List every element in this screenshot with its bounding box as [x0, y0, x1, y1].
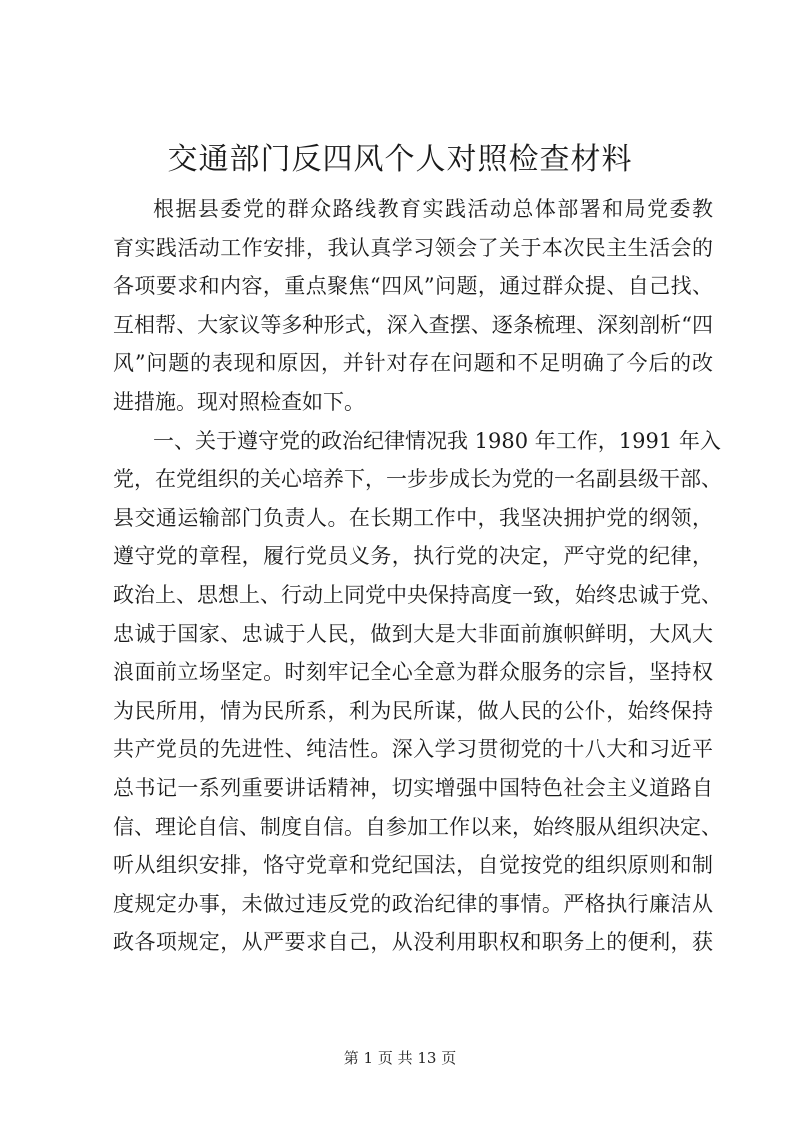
text-line: 各项要求和内容，重点聚焦“四风”问题，通过群众提、自己找、 [113, 274, 713, 299]
text-line: 育实践活动工作安排，我认真学习领会了关于本次民主生活会的 [113, 235, 713, 260]
text-line: 听从组织安排，恪守党章和党纪国法，自觉按党的组织原则和制 [113, 853, 713, 878]
text-line: 县交通运输部门负责人。在长期工作中，我坚决拥护党的纲领， [113, 505, 713, 530]
page-number-footer: 第 1 页 共 13 页 [343, 1049, 457, 1067]
document-title: 交通部门反四风个人对照检查材料 [167, 142, 633, 177]
text-line: 度规定办事，未做过违反党的政治纪律的事情。严格执行廉洁从 [113, 891, 713, 916]
text-line: 政各项规定，从严要求自己，从没利用职权和职务上的便利，获 [113, 930, 713, 955]
text-line: 浪面前立场坚定。时刻牢记全心全意为群众服务的宗旨，坚持权 [113, 660, 713, 685]
text-line: 总书记一系列重要讲话精神，切实增强中国特色社会主义道路自 [113, 775, 713, 800]
text-line: 为民所用，情为民所系，利为民所谋，做人民的公仆，始终保持 [113, 698, 713, 723]
document-body [113, 190, 722, 962]
text-line: 信、理论自信、制度自信。自参加工作以来，始终服从组织决定、 [113, 814, 722, 839]
text-line: 党，在党组织的关心培养下，一步步成长为党的一名副县级干部、 [113, 467, 722, 492]
text-line: 进措施。现对照检查如下。 [113, 389, 365, 414]
text-line: 根据县委党的群众路线教育实践活动总体部署和局党委教 [153, 197, 713, 221]
text-line: 风”问题的表现和原因，并针对存在问题和不足明确了今后的改 [113, 351, 713, 376]
text-line: 互相帮、大家议等多种形式，深入查摆、逐条梳理、深刻剖析“四 [113, 312, 713, 337]
text-line: 忠诚于国家、忠诚于人民，做到大是大非面前旗帜鲜明，大风大 [113, 621, 713, 646]
text-line: 政治上、思想上、行动上同党中央保持高度一致，始终忠诚于党、 [113, 582, 722, 607]
text-line: 共产党员的先进性、纯洁性。深入学习贯彻党的十八大和习近平 [113, 737, 713, 762]
text-line: 一、关于遵守党的政治纪律情况我 1980 年工作，1991 年入 [153, 428, 721, 453]
text-line: 遵守党的章程，履行党员义务，执行党的决定，严守党的纪律， [113, 544, 713, 569]
